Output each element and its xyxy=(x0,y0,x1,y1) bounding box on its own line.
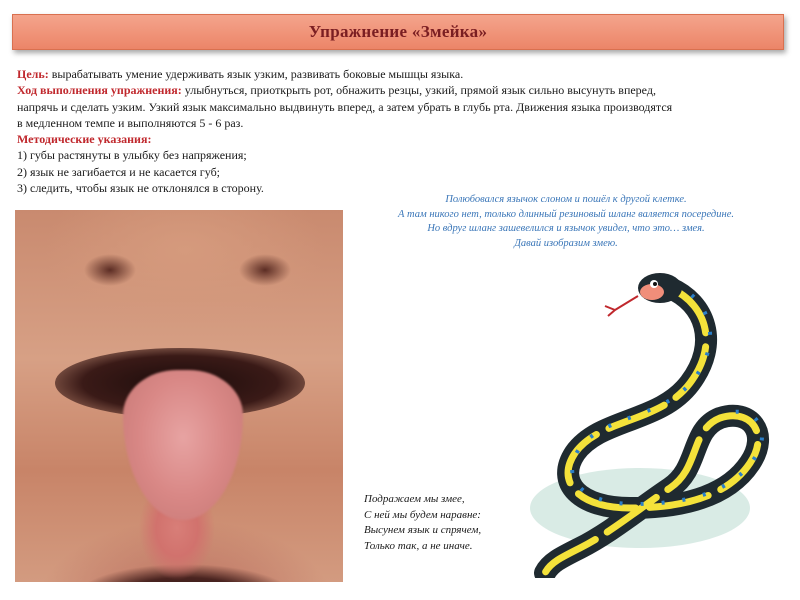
guideline-item: 2) язык не загибается и не касается губ; xyxy=(17,164,221,179)
rhyme-text xyxy=(364,492,534,554)
guidelines-label: Методические указания: xyxy=(17,132,152,147)
goal-line xyxy=(17,66,787,82)
guideline-item: 1) губы растянуты в улыбку без напряжения; xyxy=(17,148,247,163)
story-line: Давай изобразим змею. xyxy=(514,237,618,249)
title-banner xyxy=(12,14,784,50)
rhyme-line: Только так, а не иначе. xyxy=(364,539,473,552)
exercise-description xyxy=(17,66,787,196)
snake-tongue xyxy=(605,296,638,316)
snake-illustration xyxy=(520,258,790,578)
procedure-line-3: в медленном темпе и выполняются 5 - 6 раз. xyxy=(17,115,244,130)
tongue-photo xyxy=(15,210,343,582)
goal-text: вырабатывать умение удерживать язык узким, развивать боковые мышцы языка. xyxy=(48,67,464,81)
procedure-label: Ход выполнения упражнения: xyxy=(17,83,182,98)
tongue-shape xyxy=(123,370,243,520)
story-text xyxy=(346,193,786,251)
snake-pupil xyxy=(653,282,657,286)
story-line: Но вдруг шланг зашевелился и язычок увидел, что это… змея. xyxy=(427,223,705,234)
procedure-line-2: напрячь и сделать узким. Узкий язык максимально выдвинуть вперед, а затем убрать в глубь рта. Движения языка производятся xyxy=(17,99,673,114)
procedure-text-1: улыбнуться, приоткрыть рот, обнажить резцы, узкий, прямой язык сильно высунуть вперед, xyxy=(181,83,656,98)
rhyme-line: Высунем язык и спрячем, xyxy=(364,524,482,536)
procedure-line-1 xyxy=(17,82,787,98)
rhyme-line: С ней мы будем наравне: xyxy=(364,508,481,521)
page-title: Упражнение «Змейка» xyxy=(308,22,488,41)
story-line: Полюбовался язычок слоном и пошёл к другой клетке. xyxy=(445,194,687,205)
guideline-item: 3) следить, чтобы язык не отклонялся в сторону. xyxy=(17,181,264,196)
goal-label: Цель: xyxy=(17,67,49,81)
rhyme-line: Подражаем мы змее, xyxy=(364,493,465,505)
story-line: А там никого нет, только длинный резиновый шланг валяется посередине. xyxy=(398,208,734,220)
